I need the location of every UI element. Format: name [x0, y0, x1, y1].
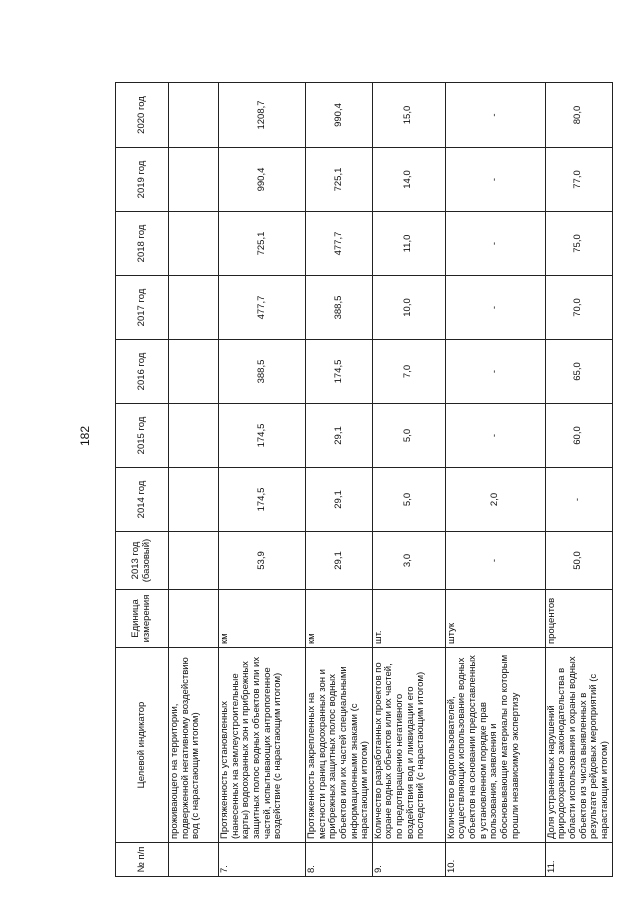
table-row [372, 83, 445, 877]
unit-cell: штук [445, 590, 545, 648]
unit-cell: км [219, 590, 306, 648]
row-number-cell [169, 843, 219, 877]
value-cell-2016: - [445, 340, 545, 404]
table-header-row [116, 83, 169, 877]
value-cell-2018: 11,0 [372, 212, 445, 276]
value-cell-2020 [169, 83, 219, 148]
value-cell-2016: 388,5 [219, 340, 306, 404]
value-cell-2013: 3,0 [372, 532, 445, 590]
table-row [445, 83, 545, 877]
value-cell-2014 [169, 468, 219, 532]
value-cell-2017: 477,7 [219, 276, 306, 340]
value-cell-2016: 7,0 [372, 340, 445, 404]
unit-cell: процентов [545, 590, 612, 648]
indicator-cell: Протяженность закрепленных на местности границ водоохранных зон и прибрежных защитных полос водных объектов или их частей специальными информационными знаками (с нарастающим итогом) [306, 648, 373, 843]
table-row [306, 83, 373, 877]
row-number-cell: 11. [545, 843, 612, 877]
value-cell-2019 [169, 148, 219, 212]
value-cell-2018: 75,0 [545, 212, 612, 276]
header-cell-2013: 2013 год (базовый) [116, 532, 169, 590]
value-cell-2016: 174,5 [306, 340, 373, 404]
value-cell-2013 [169, 532, 219, 590]
indicator-cell: Протяженность установленных (нанесенных на землеустроительные карты) водоохранных зон и прибрежных защитных полос водных объектов или их частей, испытывающих антропогенное воздействие (с нарастающим итогом) [219, 648, 306, 843]
value-cell-2015: 29,1 [306, 404, 373, 468]
value-cell-2014: 5,0 [372, 468, 445, 532]
value-cell-2017: 388,5 [306, 276, 373, 340]
value-cell-2019: - [445, 148, 545, 212]
header-cell-indicator: Целевой индикатор [116, 648, 169, 843]
value-cell-2014: 29,1 [306, 468, 373, 532]
header-cell-2016: 2016 год [116, 340, 169, 404]
row-number-cell: 9. [372, 843, 445, 877]
value-cell-2013: 50,0 [545, 532, 612, 590]
value-cell-2020: 1208,7 [219, 83, 306, 148]
value-cell-2016: 65,0 [545, 340, 612, 404]
value-cell-2019: 14,0 [372, 148, 445, 212]
value-cell-2020: 15,0 [372, 83, 445, 148]
value-cell-2013: 29,1 [306, 532, 373, 590]
table-row [219, 83, 306, 877]
value-cell-2015: 174,5 [219, 404, 306, 468]
row-number-cell: 8. [306, 843, 373, 877]
value-cell-2020: - [445, 83, 545, 148]
value-cell-2014: 2,0 [445, 468, 545, 532]
value-cell-2013: - [445, 532, 545, 590]
table-row [545, 83, 612, 877]
unit-cell: шт. [372, 590, 445, 648]
value-cell-2020: 80,0 [545, 83, 612, 148]
header-cell-2017: 2017 год [116, 276, 169, 340]
value-cell-2019: 77,0 [545, 148, 612, 212]
value-cell-2015: - [445, 404, 545, 468]
value-cell-2020: 990,4 [306, 83, 373, 148]
indicator-cell: Количество водопользователей, осуществляющих использование водных объектов на основании предоставленных в установленном порядке прав пользования, заявления и обосновывающие материалы по которым прошли независимую экспертизу [445, 648, 545, 843]
value-cell-2017 [169, 276, 219, 340]
value-cell-2019: 990,4 [219, 148, 306, 212]
table-row [169, 83, 219, 877]
header-cell-unit: Единица измерения [116, 590, 169, 648]
value-cell-2018: 477,7 [306, 212, 373, 276]
value-cell-2017: 70,0 [545, 276, 612, 340]
value-cell-2018 [169, 212, 219, 276]
value-cell-2017: - [445, 276, 545, 340]
value-cell-2015 [169, 404, 219, 468]
indicator-cell: Количество разработанных проектов по охране водных объектов или их частей, по предотвращению негативного воздействия вод и ликвидации его последствий (с нарастающим итогом) [372, 648, 445, 843]
page-number: 182 [78, 425, 92, 446]
header-cell-2014: 2014 год [116, 468, 169, 532]
indicator-cell: проживающего на территории, подверженной негативному воздействию вод (с нарастающим итогом) [169, 648, 219, 843]
value-cell-2017: 10,0 [372, 276, 445, 340]
unit-cell [169, 590, 219, 648]
value-cell-2018: 725,1 [219, 212, 306, 276]
header-cell-number: № п/п [116, 843, 169, 877]
rotated-table-container [115, 82, 610, 877]
row-number-cell: 10. [445, 843, 545, 877]
value-cell-2014: 174,5 [219, 468, 306, 532]
value-cell-2015: 60,0 [545, 404, 612, 468]
header-cell-2019: 2019 год [116, 148, 169, 212]
row-number-cell: 7. [219, 843, 306, 877]
indicators-table [115, 82, 613, 877]
value-cell-2014: - [545, 468, 612, 532]
indicator-cell: Доля устраненных нарушений природоохранного законодательства в области использования и охраны водных объектов из числа выявленных в результате рейдовых мероприятий (с нарастающим итогом) [545, 648, 612, 843]
header-cell-2020: 2020 год [116, 83, 169, 148]
value-cell-2013: 53,9 [219, 532, 306, 590]
header-cell-2018: 2018 год [116, 212, 169, 276]
value-cell-2015: 5,0 [372, 404, 445, 468]
unit-cell: км [306, 590, 373, 648]
value-cell-2018: - [445, 212, 545, 276]
value-cell-2019: 725,1 [306, 148, 373, 212]
header-cell-2015: 2015 год [116, 404, 169, 468]
value-cell-2016 [169, 340, 219, 404]
